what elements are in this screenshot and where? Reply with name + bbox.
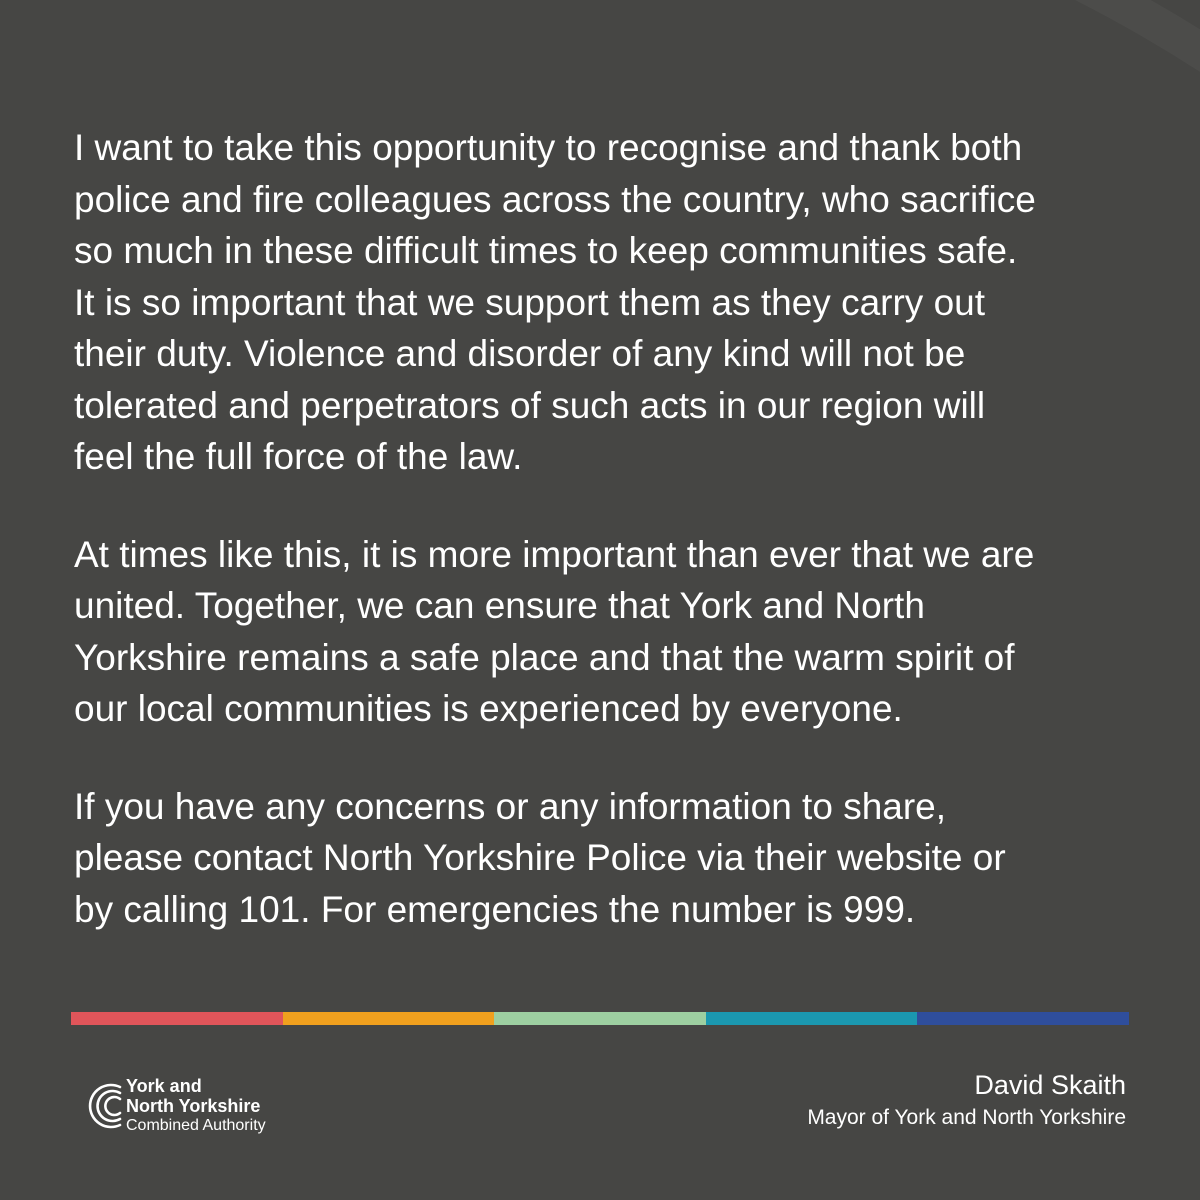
statement-paragraph-1: I want to take this opportunity to recognise and thank both police and fire colleagues across the country, who sacrifice so much in these difficult times to keep communities safe. It is so important that we support them as they carry out their duty. Violence and disorder of any kind will not be tolerated and perpetrators of such acts in our region will feel the full force of the law. [74, 127, 1036, 477]
logo-text-line-2: North Yorkshire [126, 1096, 261, 1116]
statement-body [74, 122, 1134, 981]
color-bar-segment-orange [283, 1012, 495, 1025]
combined-authority-logo [84, 1076, 266, 1135]
color-bar-segment-red [71, 1012, 283, 1025]
statement-paragraph-2: At times like this, it is more important than ever that we are united. Together, we can ensure that York and North Yorkshire remains a safe place and that the warm spirit of our local communities is experienced by everyone. [74, 533, 1035, 729]
signatory-name: David Skaith [974, 1070, 1126, 1100]
statement-paragraph-3: If you have any concerns or any information to share, please contact North Yorkshire Police via their website or by calling 101. For emergencies the number is 999. [74, 785, 1006, 930]
color-bar-segment-blue [917, 1012, 1129, 1025]
concentric-arcs-logo-icon [84, 1077, 124, 1135]
logo-text-line-3: Combined Authority [126, 1117, 266, 1134]
color-bar-segment-green [494, 1012, 706, 1025]
color-bar-segment-teal [706, 1012, 918, 1025]
signatory-role: Mayor of York and North Yorkshire [807, 1106, 1126, 1129]
logo-text-line-1: York and [126, 1076, 202, 1096]
signature-block [807, 1068, 1126, 1134]
color-divider-bar [71, 1012, 1129, 1025]
